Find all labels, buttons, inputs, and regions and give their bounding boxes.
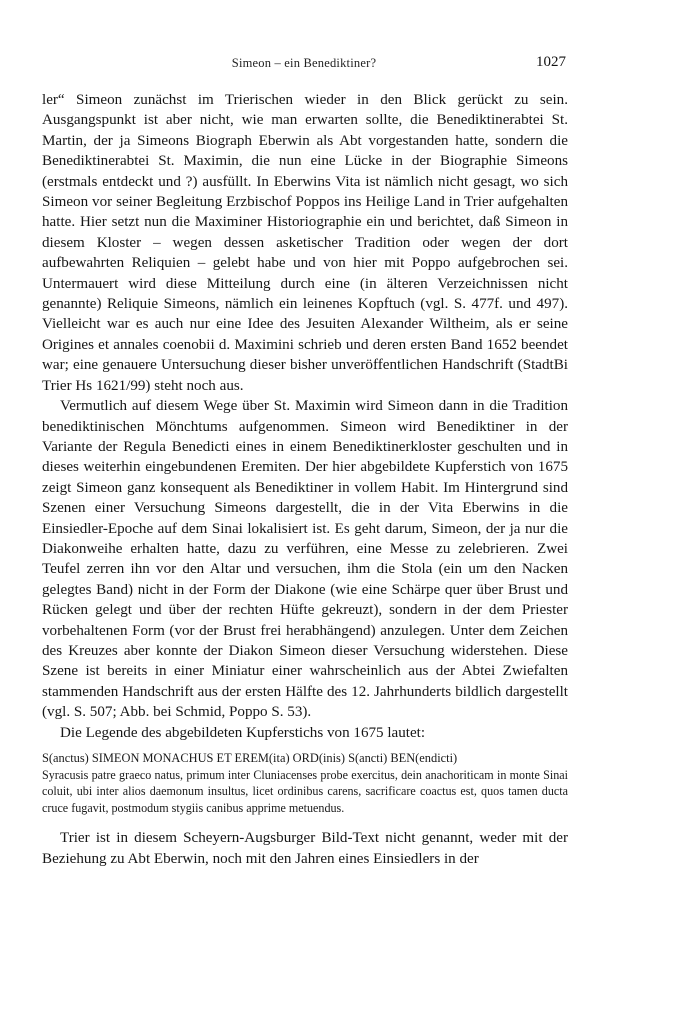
quote-body: Syracusis patre graeco natus, primum inter Cluniacenses probe exercitus, dein anachoriticam in monte Sinai coluit, ubi inter alios daemonum insultus, licet ordinibus carens, sacrificare coactus est, quos tamen ducta cruce fugavit, postmodum stygiis canibus apprime metuendus.	[42, 767, 568, 815]
block-quote	[42, 750, 568, 816]
quote-heading-line: S(anctus) SIMEON MONACHUS ET EREM(ita) ORD(inis) S(ancti) BEN(endicti)	[42, 751, 458, 765]
page-number: 1027	[536, 54, 566, 70]
paragraph-3: Die Legende des abgebildeten Kupferstichs von 1675 lautet:	[60, 724, 426, 741]
paragraph-2: Vermutlich auf diesem Wege über St. Maximin wird Simeon dann in die Tradition benediktinischen Mönchtums aufgenommen. Simeon wird Benediktiner in der Variante der Regula Benedicti eines in einem Benediktinerkloster geschulten und in dieses weiterhin eingebundenen Eremiten. Der hier abgebildete Kupferstich von 1675 zeigt Simeon ganz konsequent als Benediktiner in vollem Habit. Im Hintergrund sind Szenen einer Versuchung Simeons dargestellt, die in der Vita Eberwins in die Einsiedler-Epoche auf dem Sinai lokalisiert ist. Es geht darum, Simeon, der ja nur die Diakonweihe erhalten hatte, dazu zu verführen, eine Messe zu zelebrieren. Zwei Teufel zerren ihn vor den Altar und versuchen, ihm die Stola (ein um den Nacken gelegtes Band) nicht in der Form der Diakone (wie eine Schärpe quer über Brust und Rücken gelegt und über der rechten Hüfte gekreuzt), sondern in der dem Priester vorbehaltenen Form (vor der Brust frei herabhängend) anzulegen. Unter dem Zeichen des Kreuzes aber konnte der Diakon Simeon dieser Versuchung widerstehen. Diese Szene ist bereits in einer Miniatur einer wahrscheinlich aus der Abtei Zwiefalten stammenden Handschrift aus der ersten Hälfte des 12. Jahrhunderts bildlich dargestellt (vgl. S. 507; Abb. bei Schmid, Poppo S. 53).	[42, 398, 568, 721]
running-title: Simeon – ein Benediktiner?	[231, 56, 377, 70]
paragraph-4: Trier ist in diesem Scheyern-Augsburger Bild-Text nicht genannt, weder mit der Beziehung zu Abt Eberwin, noch mit den Jahren eines Einsiedlers in der	[42, 830, 568, 867]
running-header	[42, 56, 566, 71]
paragraph-1: ler“ Simeon zunächst im Trierischen wieder in den Blick gerückt zu sein. Ausgangspunkt ist aber nicht, wie man erwarten sollte, die Benediktinerabtei St. Martin, der ja Simeons Biograph Eberwin als Abt vorgestanden hatte, sondern die Benediktinerabtei St. Maximin, die nun eine Lücke in der Biographie Simeons (erstmals entdeckt und ?) ausfüllt. In Eberwins Vita ist nämlich nicht gesagt, wo sich Simeon vor seiner Begleitung Erzbischof Poppos ins Heilige Land in Trier aufgehalten hatte. Hier setzt nun die Maximiner Historiographie ein und berichtet, daß Simeon in diesem Kloster – wegen dessen asketischer Tradition oder wegen der dort aufbewahrten Reliquien – gelebt habe und von hier mit Poppo aufgebrochen sei. Untermauert wird diese Mitteilung durch eine (in älteren Verzeichnissen nicht genannte) Reliquie Simeons, nämlich ein leinenes Kopftuch (vgl. S. 477f. und 497). Vielleicht war es auch nur eine Idee des Jesuiten Alexander Wiltheim, als er seine Origines et annales coenobii d. Maximini schrieb und deren ersten Band 1652 beendet war; eine genauere Untersuchung dieser bisher unveröffentlichen Handschrift (StadtBi Trier Hs 1621/99) steht noch aus.	[42, 92, 568, 394]
body-text	[42, 90, 568, 869]
